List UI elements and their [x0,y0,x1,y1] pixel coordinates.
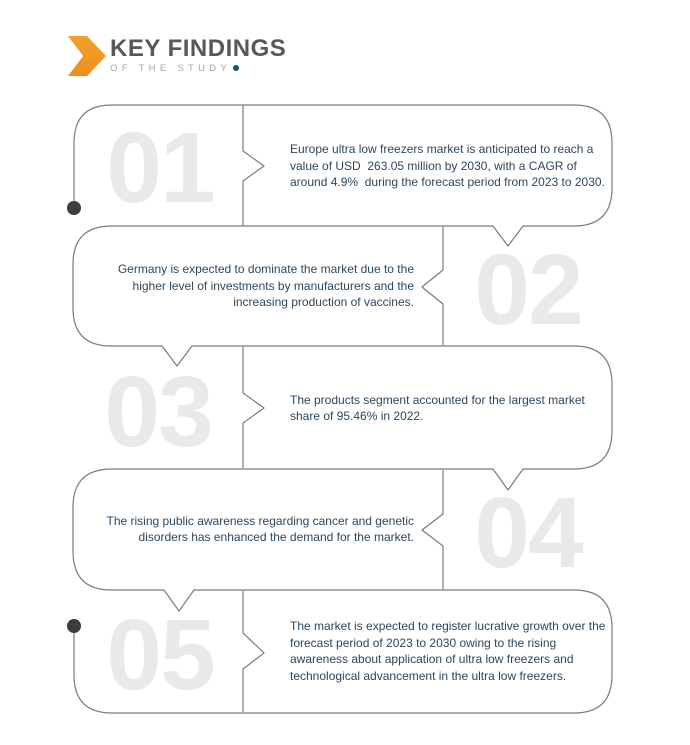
page-subtitle: OF THE STUDY [110,63,232,74]
finding-number-05: 05 [106,599,214,711]
bubble-divider-4 [422,470,443,589]
bubble-divider-1 [243,105,264,226]
finding-number-02: 02 [474,234,582,346]
finding-number-01: 01 [106,112,214,224]
finding-number-03: 03 [104,356,212,468]
bubble-divider-2 [422,227,443,345]
finding-number-04: 04 [474,477,582,589]
finding-text-02: Germany is expected to dominate the market due to the higher level of investments by manufacturers and the increasing production of vaccines. [117,262,418,310]
finding-text-03: The products segment accounted for the largest market share of 95.46% in 2022. [290,392,589,423]
page-title: KEY FINDINGS [110,35,287,62]
bubble-divider-5 [243,591,264,712]
connector-dot-top [67,201,81,215]
finding-text-05: The market is expected to register lucrative growth over the forecast period of 2023 to 2030 owing to the rising awareness about application of ultra low freezers and technological advancement in the ultra low freezers. [290,619,609,683]
connector-dot-bottom [67,619,81,633]
bubble-divider-3 [243,347,264,468]
finding-text-04: The rising public awareness regarding cancer and genetic disorders has enhanced the demand for the market. [106,513,418,544]
finding-text-01: Europe ultra low freezers market is anticipated to reach a value of USD 263.05 million by 2030, with a CAGR of around 4.9% during the forecast period from 2023 to 2030. [290,142,605,190]
